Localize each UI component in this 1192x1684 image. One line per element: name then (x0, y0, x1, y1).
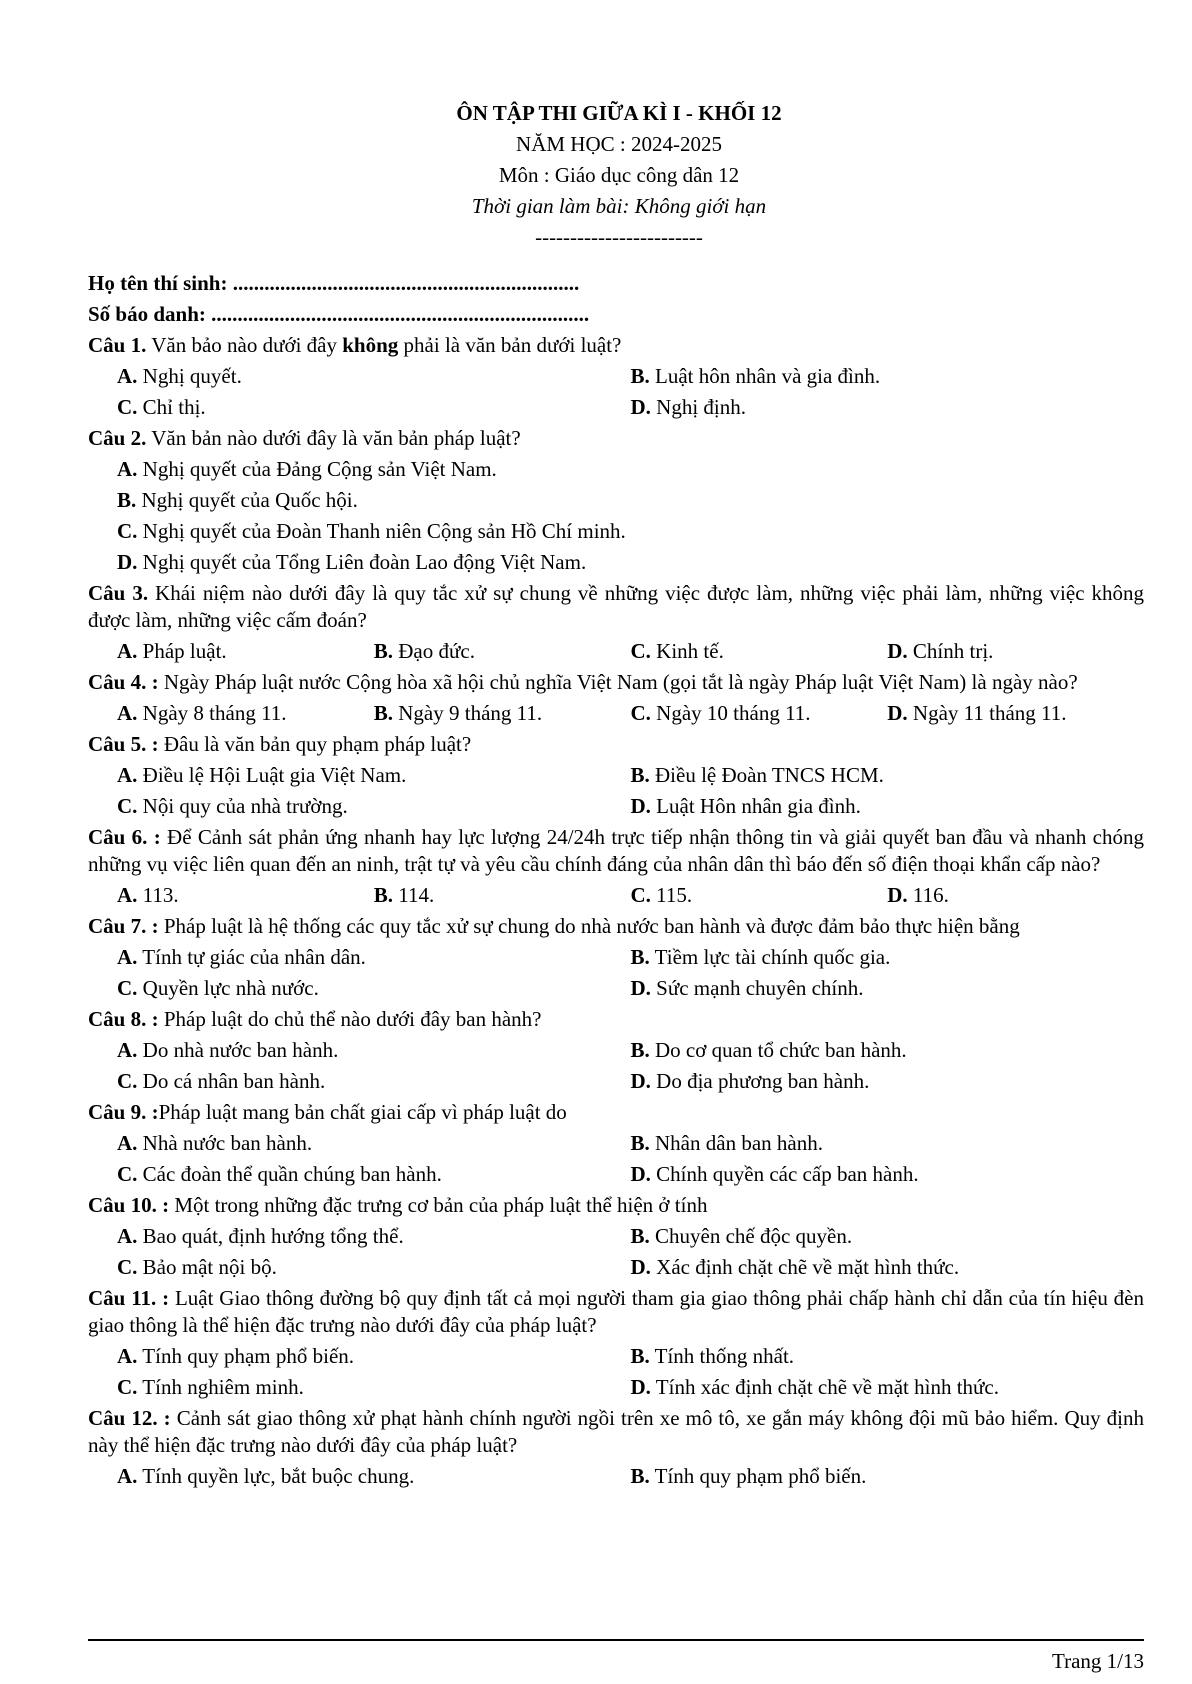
question-label: Câu 8. : (88, 1007, 159, 1031)
option-d[interactable]: D. Nghị định. (630, 395, 747, 419)
option-d[interactable]: D. Chính quyền các cấp ban hành. (630, 1162, 919, 1186)
option-b[interactable]: B. Do cơ quan tổ chức ban hành. (630, 1038, 907, 1062)
question-text: Câu 6. : Để Cảnh sát phản ứng nhanh hay lực lượng 24/24h trực tiếp nhận thông tin và giải quyết ban đầu và nhanh chóng những vụ việc liên quan đến an ninh, trật tự và yêu cầu chính đáng của nhân dân thì báo đến số điện thoại khẩn cấp nào? (88, 825, 1144, 876)
question-label: Câu 1. (88, 333, 147, 357)
option-b[interactable]: B. Ngày 9 tháng 11. (373, 701, 543, 725)
option-d[interactable]: D. Chính trị. (887, 639, 994, 663)
option-b[interactable]: B. Nghị quyết của Quốc hội. (117, 488, 358, 512)
options (88, 1221, 1144, 1283)
question-2 (88, 423, 1144, 578)
question-label: Câu 10. : (88, 1193, 170, 1217)
question-label: Câu 9. : (88, 1100, 159, 1124)
option-a[interactable]: A. Ngày 8 tháng 11. (117, 701, 287, 725)
page-number: Trang 1/13 (1052, 1649, 1144, 1673)
option-b[interactable]: B. Luật hôn nhân và gia đình. (630, 364, 881, 388)
question-9 (88, 1097, 1144, 1190)
option-a[interactable]: A. 113. (117, 883, 179, 907)
question-text: Câu 2. Văn bản nào dưới đây là văn bản pháp luật? (88, 426, 521, 450)
footer-divider (88, 1639, 1144, 1641)
option-c[interactable]: C. Quyền lực nhà nước. (117, 976, 319, 1000)
option-a[interactable]: A. Điều lệ Hội Luật gia Việt Nam. (117, 763, 407, 787)
option-c[interactable]: C. Kinh tế. (630, 639, 724, 663)
question-label: Câu 3. (88, 581, 149, 605)
question-label: Câu 7. : (88, 914, 159, 938)
school-year: NĂM HỌC : 2024-2025 (516, 132, 722, 156)
student-name-line (88, 268, 1144, 299)
options (88, 361, 1144, 423)
options (88, 1128, 1144, 1190)
option-a[interactable]: A. Tính quyền lực, bắt buộc chung. (117, 1464, 415, 1488)
option-a[interactable]: A. Nghị quyết. (117, 364, 242, 388)
option-c[interactable]: C. Do cá nhân ban hành. (117, 1069, 326, 1093)
options (88, 880, 1144, 911)
option-a[interactable]: A. Pháp luật. (117, 639, 227, 663)
option-c[interactable]: C. Chỉ thị. (117, 395, 206, 419)
option-b[interactable]: B. Tính thống nhất. (630, 1344, 795, 1368)
option-b[interactable]: B. Tiềm lực tài chính quốc gia. (630, 945, 891, 969)
question-8 (88, 1004, 1144, 1097)
option-d[interactable]: D. 116. (887, 883, 949, 907)
question-5 (88, 729, 1144, 822)
question-label: Câu 5. : (88, 732, 159, 756)
option-d[interactable]: D. Xác định chặt chẽ về mặt hình thức. (630, 1255, 960, 1279)
option-b[interactable]: B. Điều lệ Đoàn TNCS HCM. (630, 763, 884, 787)
question-10 (88, 1190, 1144, 1283)
options (88, 1035, 1144, 1097)
option-b[interactable]: B. 114. (373, 883, 435, 907)
question-text: Câu 8. : Pháp luật do chủ thể nào dưới đây ban hành? (88, 1007, 542, 1031)
option-a[interactable]: A. Do nhà nước ban hành. (117, 1038, 339, 1062)
options (88, 942, 1144, 1004)
option-c[interactable]: C. Ngày 10 tháng 11. (630, 701, 811, 725)
option-a[interactable]: A. Tính tự giác của nhân dân. (117, 945, 366, 969)
option-b[interactable]: B. Chuyên chế độc quyền. (630, 1224, 853, 1248)
options (88, 1341, 1144, 1403)
option-b[interactable]: B. Đạo đức. (373, 639, 475, 663)
options (88, 636, 1144, 667)
question-text: Câu 4. : Ngày Pháp luật nước Cộng hòa xã hội chủ nghĩa Việt Nam (gọi tắt là ngày Pháp luật Việt Nam) là ngày nào? (88, 670, 1078, 694)
question-text: Câu 7. : Pháp luật là hệ thống các quy tắc xử sự chung do nhà nước ban hành và được đảm bảo thực hiện bằng (88, 914, 1020, 938)
subject: Môn : Giáo dục công dân 12 (498, 163, 740, 187)
option-d[interactable]: D. Luật Hôn nhân gia đình. (630, 794, 861, 818)
question-text: Câu 1. Văn bảo nào dưới đây không phải là văn bản dưới luật? (88, 333, 622, 357)
option-a[interactable]: A. Nhà nước ban hành. (117, 1131, 313, 1155)
student-name-field[interactable]: .................................................................. (232, 271, 580, 295)
option-a[interactable]: A. Nghị quyết của Đảng Cộng sản Việt Nam. (117, 457, 497, 481)
option-c[interactable]: C. Tính nghiêm minh. (117, 1375, 304, 1399)
option-b[interactable]: B. Nhân dân ban hành. (630, 1131, 823, 1155)
student-id-field[interactable]: ........................................................................ (211, 302, 590, 326)
options (88, 454, 1144, 578)
question-3 (88, 578, 1144, 667)
question-1 (88, 330, 1144, 423)
options (88, 698, 1144, 729)
student-id-line (88, 299, 1144, 330)
question-text: Câu 9. :Pháp luật mang bản chất giai cấp vì pháp luật do (88, 1100, 567, 1124)
options (88, 760, 1144, 822)
question-text: Câu 12. : Cảnh sát giao thông xử phạt hành chính người ngồi trên xe mô tô, xe gắn máy không đội mũ bảo hiểm. Quy định này thể hiện đặc trưng nào dưới đây của pháp luật? (88, 1406, 1144, 1457)
time-limit: Thời gian làm bài: Không giới hạn (471, 194, 767, 218)
option-d[interactable]: D. Tính xác định chặt chẽ về mặt hình thức. (630, 1375, 999, 1399)
question-11 (88, 1283, 1144, 1403)
option-d[interactable]: D. Sức mạnh chuyên chính. (630, 976, 864, 1000)
question-label: Câu 12. : (88, 1406, 171, 1430)
option-d[interactable]: D. Ngày 11 tháng 11. (887, 701, 1067, 725)
question-6 (88, 822, 1144, 911)
question-label: Câu 6. : (88, 825, 161, 849)
option-d[interactable]: D. Nghị quyết của Tổng Liên đoàn Lao động Việt Nam. (117, 550, 587, 574)
question-4 (88, 667, 1144, 729)
header-separator: ------------------------ (535, 225, 703, 249)
option-a[interactable]: A. Bao quát, định hướng tổng thể. (117, 1224, 404, 1248)
question-label: Câu 11. : (88, 1286, 170, 1310)
question-7 (88, 911, 1144, 1004)
option-a[interactable]: A. Tính quy phạm phổ biến. (117, 1344, 355, 1368)
exam-title: ÔN TẬP THI GIỮA KÌ I - KHỐI 12 (456, 101, 782, 125)
exam-body (88, 268, 1144, 1492)
emphasis: không (342, 333, 399, 357)
question-text: Câu 3. Khái niệm nào dưới đây là quy tắc xử sự chung về những việc được làm, những việc phải làm, những việc không được làm, những việc cấm đoán? (88, 581, 1144, 632)
question-label: Câu 2. (88, 426, 147, 450)
option-c[interactable]: C. Bảo mật nội bộ. (117, 1255, 277, 1279)
question-text: Câu 11. : Luật Giao thông đường bộ quy định tất cả mọi người tham gia giao thông phải chấp hành chỉ dẫn của tín hiệu đèn giao thông là thể hiện đặc trưng nào dưới đây của pháp luật? (88, 1286, 1144, 1337)
option-c[interactable]: C. Nghị quyết của Đoàn Thanh niên Cộng sản Hồ Chí minh. (117, 519, 626, 543)
student-name-label: Họ tên thí sinh: (88, 271, 233, 295)
student-id-label: Số báo danh: (88, 302, 212, 326)
option-c[interactable]: C. 115. (630, 883, 693, 907)
question-12 (88, 1403, 1144, 1492)
question-label: Câu 4. : (88, 670, 159, 694)
question-text: Câu 10. : Một trong những đặc trưng cơ bản của pháp luật thể hiện ở tính (88, 1193, 708, 1217)
option-c[interactable]: C. Các đoàn thể quần chúng ban hành. (117, 1162, 442, 1186)
options (88, 1461, 1144, 1492)
exam-header (0, 98, 1192, 253)
option-b[interactable]: B. Tính quy phạm phổ biến. (630, 1464, 867, 1488)
option-c[interactable]: C. Nội quy của nhà trường. (117, 794, 348, 818)
question-text: Câu 5. : Đâu là văn bản quy phạm pháp luật? (88, 732, 472, 756)
option-d[interactable]: D. Do địa phương ban hành. (630, 1069, 870, 1093)
